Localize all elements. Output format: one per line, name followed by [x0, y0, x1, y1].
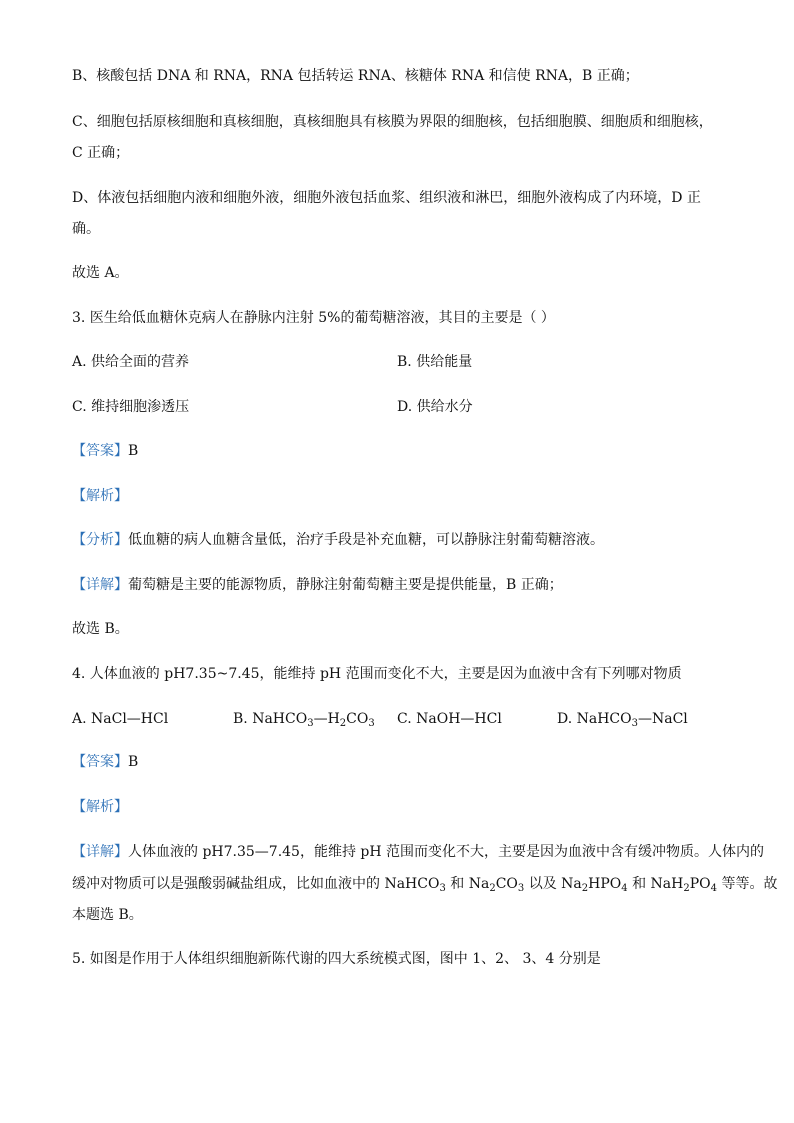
q3-answer-line	[72, 441, 138, 461]
q3-option-a: A. 供给全面的营养	[72, 354, 190, 370]
q4-answer-tag: 【答案】	[72, 754, 128, 770]
q3-option-d: D. 供给水分	[397, 399, 473, 415]
option-d-explanation-line1: D、体液包括细胞内液和细胞外液，细胞外液包括血浆、组织液和淋巴，细胞外液构成了内环境，D 正	[72, 190, 701, 206]
q4-option-b: B. $NaHCO_3—H_2CO_3$	[233, 711, 375, 729]
q4-detail-line3: 本题选 B。	[72, 907, 143, 923]
q3-choose-line: 故选 B。	[72, 621, 129, 637]
q3-detail-tag: 【详解】	[72, 577, 128, 593]
q4-option-c: C. NaOH—HCl	[397, 711, 502, 727]
option-c-explanation-line1: C、细胞包括原核细胞和真核细胞，真核细胞具有核膜为界限的细胞核，包括细胞膜、细胞质和细胞核，	[72, 114, 713, 130]
q3-answer-value: B	[128, 443, 139, 459]
option-d-explanation-line2: 确。	[72, 221, 100, 237]
q4-option-a: A. NaCl—HCl	[72, 711, 169, 727]
q3-analysis-tag: 【解析】	[72, 488, 128, 504]
q3-fenxi-line	[72, 530, 604, 550]
q4-stem: 4. 人体血液的 pH7.35~7.45，能维持 pH 范围而变化不大，主要是因为血液中含有下列哪对物质	[72, 666, 682, 682]
q4-answer-line	[72, 752, 138, 772]
q3-detail-line	[72, 575, 563, 595]
q3-answer-tag: 【答案】	[72, 443, 128, 459]
q3-fenxi-tag: 【分析】	[72, 532, 128, 548]
q5-stem: 5. 如图是作用于人体组织细胞新陈代谢的四大系统模式图，图中 1、2、 3、4 分别是	[72, 951, 601, 967]
q4-detail-tag: 【详解】	[72, 844, 128, 860]
choose-a-line: 故选 A。	[72, 265, 129, 281]
q4-detail-line2: 缓冲对物质可以是强酸弱碱盐组成，比如血液中的 NaHCO$_3$ 和 $Na_2CO_3$ 以及 $Na_2HPO_4$ 和 $NaH_2PO_4$ 等等。故	[72, 876, 778, 894]
q3-fenxi-text: 低血糖的病人血糖含量低，治疗手段是补充血糖，可以静脉注射葡萄糖溶液。	[128, 532, 604, 548]
q3-stem: 3. 医生给低血糖休克病人在静脉内注射 5%的葡萄糖溶液，其目的主要是（ ）	[72, 310, 555, 326]
q4-analysis-tag: 【解析】	[72, 799, 128, 815]
q4-answer-value: B	[128, 754, 139, 770]
q3-option-b: B. 供给能量	[397, 354, 473, 370]
q4-detail-line1: 【详解】人体血液的 pH7.35—7.45，能维持 pH 范围而变化不大，主要是因为血液中含有缓冲物质。人体内的	[72, 844, 765, 860]
q4-option-d: D. NaHCO$_3$—NaCl	[557, 711, 688, 729]
option-c-explanation-line2: C 正确；	[72, 145, 130, 161]
q3-detail-text: 葡萄糖是主要的能源物质，静脉注射葡萄糖主要是提供能量，B 正确；	[128, 577, 563, 593]
option-b-explanation: B、核酸包括 DNA 和 RNA，RNA 包括转运 RNA、核糖体 RNA 和信使 RNA，B 正确；	[72, 68, 639, 84]
q3-option-c: C. 维持细胞渗透压	[72, 399, 190, 415]
